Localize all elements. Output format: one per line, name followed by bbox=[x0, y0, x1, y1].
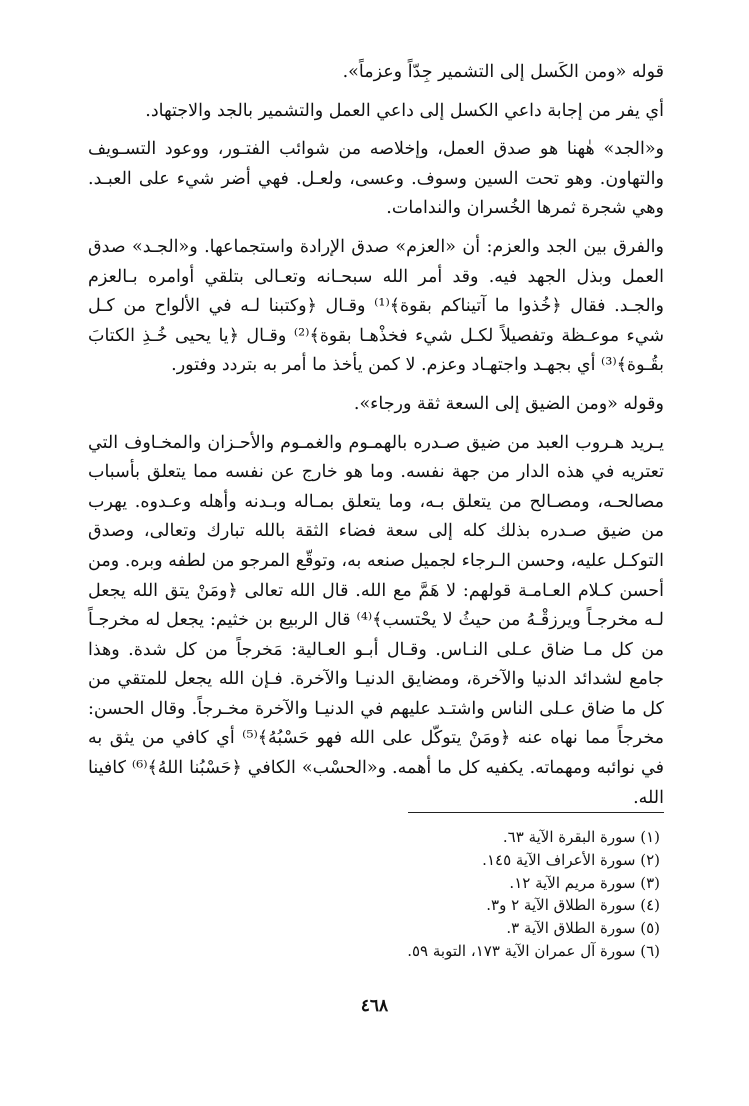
paragraph-5: وقوله «ومن الضيق إلى السعة ثقة ورجاء». bbox=[353, 393, 664, 414]
paragraph-1: قوله «ومن الكَسل إلى التشمير جِدّاً وعزماً». bbox=[342, 62, 664, 82]
main-text bbox=[88, 58, 664, 822]
footnote-divider bbox=[408, 812, 664, 813]
footnote-4: (٤) سورة الطلاق الآية ٢ و٣. bbox=[486, 896, 660, 915]
footnotes bbox=[88, 826, 660, 963]
paragraph-2: أي يفر من إجابة داعي الكسل إلى داعي العمل والتشمير بالجد والاجتهاد. bbox=[145, 100, 664, 121]
footnote-3: (٣) سورة مريم الآية ١٢. bbox=[509, 873, 660, 892]
paragraph-4: والفرق بين الجد والعزم: أن «العزم» صدق الإرادة واستجماعها. و«الجـد» صدق العمل وبذل الجهد فيه. وقد أمر الله سبحـانه وتعـالى بتلقي أوامره بـالعزم والجـد. فقال ﴿خُذوا ما آتيناكم بقوة﴾⁽¹⁾ وقـال ﴿وكتبنا لـه في الألواح من كـل شيء موعـظة وتفصيلاً لكـل شيء فخذْهـا بقوة﴾⁽²⁾ وقـال ﴿يا يحيى خُـذِ الكتابَ بقُـوة﴾⁽³⁾ أي بجهـد واجتهـاد وعزم. لا كمن يأخذ ما أمر به بتردد وفتور. bbox=[88, 236, 664, 376]
footnote-1: (١) سورة البقرة الآية ٦٣. bbox=[502, 828, 660, 846]
page-number: ٤٦٨ bbox=[360, 996, 389, 1016]
footnote-5: (٥) سورة الطلاق الآية ٣. bbox=[506, 919, 660, 938]
paragraph-3: و«الجد» هٰهنا هو صدق العمل، وإخلاصه من شوائب الفتـور، ووعود التسـويف والتهاون. وهو تحت السين وسوف. وعسى، ولعـل. فهي أضر شيء على العبـد. وهي شجرة ثمرها الخُسران والندامات. bbox=[88, 139, 664, 219]
footnote-6: (٦) سورة آل عمران الآية ١٧٣، التوبة ٥٩. bbox=[407, 941, 660, 960]
paragraph-6: يـريد هـروب العبد من ضيق صـدره بالهمـوم والغمـوم والأحـزان والمخـاوف التي تعتريه في هذه الدار من جهة نفسه. وما هو خارج عن نفسه مما يتعلق بأسباب مصالحـه، ومصـالح من يتعلق بـه، وما يتعلق بمـاله وبـدنه وأهله وعـدوه. يهرب من ضيق صـدره بذلك كله إلى سعة فضاء الثقة بالله تبارك وتعالى، وصدق التوكـل عليه، وحسن الـرجاء لجميل صنعه به، وتوقّع المرجو من لطفه وبره. ومن أحسن كـلام العـامـة قولهم: لا هَمَّ مع الله. قال الله تعالى ﴿ومَنْ يتق الله يجعل لـه مخرجـاً ويرزقْـهُ من حيثُ لا يحْتسب﴾⁽⁴⁾ قال الربيع بن خثيم: يجعل له مخرجـاً من كل مـا ضاق عـلى النـاس. وقـال أبـو العـالية: مَخرجاً من كل شدة. وهذا جامع لشدائد الدنيا والآخرة، ومضايق الدنيـا والآخرة. فـإن الله يجعل للمتقي من كل ما ضاق عـلى الناس واشتـد عليهم في الدنيـا والآخرة مخـرجاً. وقال الحسن: مخرجاً مما نهاه عنه ﴿ومَنْ يتوكّل على الله فهو حَسْبُهُ﴾⁽⁵⁾ أي كافي من يثق به في نوائبه ومهماته. يكفيه كل ما أهمه. و«الحسْب» الكافي ﴿حَسْبُنا اللهُ﴾⁽⁶⁾ كافينا الله. bbox=[88, 432, 664, 808]
footnote-2: (٢) سورة الأعراف الآية ١٤٥. bbox=[482, 850, 660, 869]
